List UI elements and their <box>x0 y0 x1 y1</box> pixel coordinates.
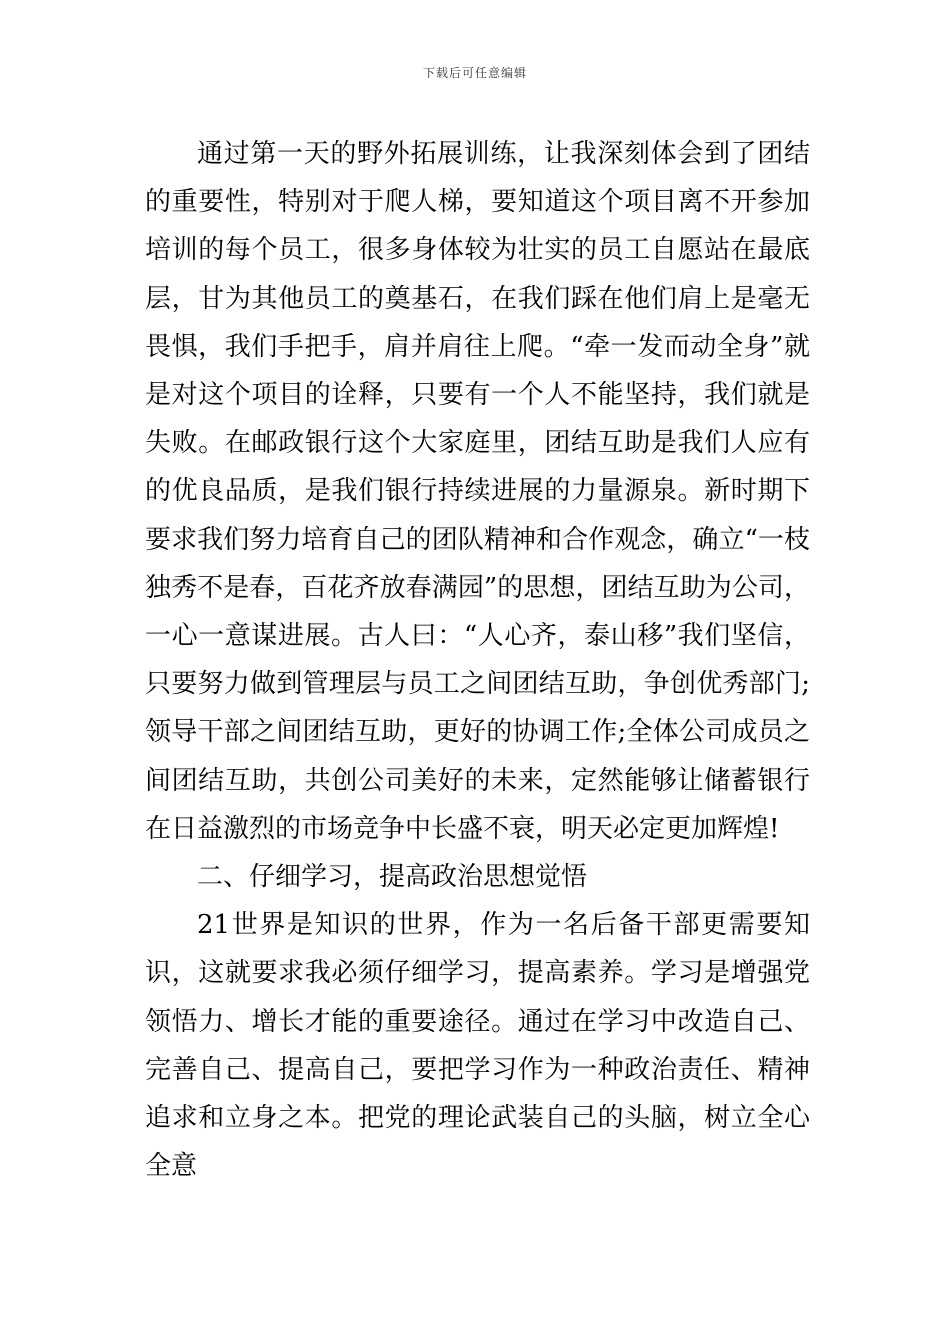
section-heading-study: 二、仔细学习，提高政治思想觉悟 <box>197 862 588 893</box>
document-body <box>145 130 810 1190</box>
paragraph-teamwork: 通过第一天的野外拓展训练，让我深刻体会到了团结的重要性，特别对于爬人梯，要知道这个项目离不开参加培训的每个员工，很多身体较为壮实的员工自愿站在最底层，甘为其他员工的奠基石，在我们踩在他们肩上是毫无畏惧，我们手把手，肩并肩往上爬。“牵一发而动全身”就是对这个项目的诠释，只要有一个人不能坚持，我们就是失败。在邮政银行这个大家庭里，团结互助是我们人应有的优良品质，是我们银行持续进展的力量源泉。新时期下要求我们努力培育自己的团队精神和合作观念，确立“一枝独秀不是春，百花齐放春满园”的思想，团结互助为公司，一心一意谋进展。古人曰：“人心齐，泰山移”我们坚信，只要努力做到管理层与员工之间团结互助，争创优秀部门;领导干部之间团结互助，更好的协调工作;全体公司成员之间团结互助，共创公司美好的未来，定然能够让储蓄银行在日益激烈的市场竞争中长盛不衰，明天必定更加辉煌! <box>145 139 810 844</box>
page-header: 下载后可任意编辑 <box>422 66 527 80</box>
paragraph-study: 21世界是知识的世界，作为一名后备干部更需要知识，这就要求我必须仔细学习，提高素养。学习是增强党领悟力、增长才能的重要途径。通过在学习中改造自己、完善自己、提高自己，要把学习作为一种政治责任、精神追求和立身之本。把党的理论武装自己的头脑，树立全心全意 <box>145 910 810 1182</box>
